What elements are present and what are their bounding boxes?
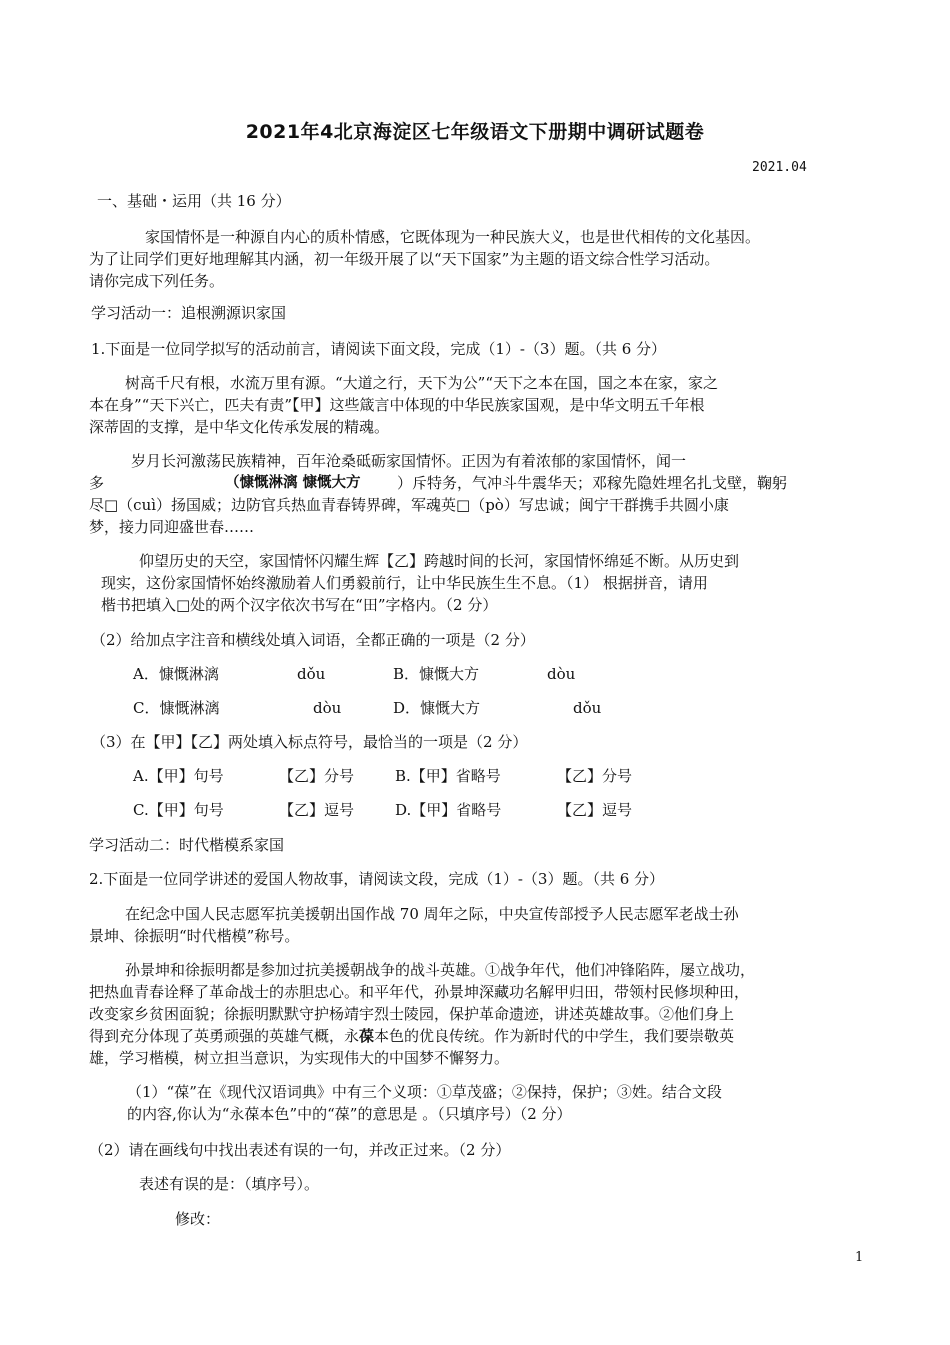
passage-4-line-2: 景坤、徐振明“时代楷模”称号。	[89, 927, 300, 945]
option-d-pinyin: dǒu	[573, 699, 602, 717]
dotted-character: 葆	[359, 1027, 375, 1045]
option-a-part-1: A.【甲】句号	[133, 767, 224, 785]
passage-5-line-4	[89, 1025, 734, 1047]
intro-line-2: 为了让同学们更好地理解其内涵，初一年级开展了以“天下国家”为主题的语文综合性学习活动。	[89, 250, 720, 268]
answer-prompt-revise: 修改：	[175, 1210, 221, 1228]
passage-2-line-2-start: 多	[89, 474, 105, 492]
activity-1-heading: 学习活动一：追根溯源识家国	[91, 304, 287, 322]
question-1-2: （2）给加点字注音和横线处填入词语，全都正确的一项是（2 分）	[91, 631, 535, 649]
passage-3-line-3: 楷书把填入□处的两个汉字依次书写在“田”字格内。（2 分）	[101, 596, 498, 614]
passage-2-line-3: 尽□（cuì）扬国威；边防官兵热血青春铸界碑，军魂英□（pò）写忠诚；闽宁干群携手共圆小康	[89, 496, 729, 514]
question-1-3: （3）在【甲】【乙】两处填入标点符号，最恰当的一项是（2 分）	[91, 733, 528, 751]
passage-5-line-3: 改变家乡贫困面貌；徐振明默默守护杨靖宇烈士陵园，保护革命遗迹，讲述英雄故事。②他们身上	[89, 1005, 735, 1023]
option-a-part-2: 【乙】分号	[279, 767, 355, 785]
passage-2-line-2-end: ）斥特务，气冲斗牛震华天；邓稼先隐姓埋名扎戈壁，鞠躬	[397, 474, 788, 492]
question-2-1-line-2: 的内容,你认为“永葆本色”中的“葆”的意思是 。（只填序号）（2 分）	[127, 1105, 572, 1123]
passage-5-line-4-end: 本色的优良传统。作为新时代的中学生，我们要崇敬英	[374, 1027, 735, 1045]
option-c-pinyin: dòu	[313, 699, 342, 717]
passage-1-line-1: 树高千尺有根，水流万里有源。“大道之行，天下为公”“天下之本在国，国之本在家，家之	[125, 374, 719, 392]
answer-prompt-error: 表述有误的是：（填序号）。	[139, 1175, 320, 1193]
question-2-stem: 2.下面是一位同学讲述的爱国人物故事，请阅读文段，完成（1）-（3）题。（共 6 分）	[89, 870, 665, 888]
exam-date: 2021.04	[752, 160, 807, 175]
intro-line-1: 家国情怀是一种源自内心的质朴情感，它既体现为一种民族大义，也是世代相传的文化基因。	[145, 228, 761, 246]
passage-2-line-4: 梦，接力同迎盛世春……	[89, 518, 255, 536]
passage-5-line-5: 雄，学习楷模，树立担当意识，为实现伟大的中国梦不懈努力。	[89, 1049, 510, 1067]
passage-1-line-2: 本在身”“天下兴亡，匹夫有责”【甲】这些箴言中体现的中华民族家国观，是中华文明五千年根	[89, 396, 705, 414]
option-b-pinyin: dòu	[547, 665, 576, 683]
option-d-text: D．慷慨大方	[393, 699, 481, 717]
passage-5-line-4-start: 得到充分体现了英勇顽强的英雄气概，永	[89, 1027, 360, 1045]
option-c-part-1: C.【甲】句号	[133, 801, 224, 819]
option-b-text: B．慷慨大方	[393, 665, 480, 683]
option-c-part-2: 【乙】逗号	[279, 801, 355, 819]
section-heading-1: 一、基础・运用（共 16 分）	[97, 192, 291, 210]
intro-line-3: 请你完成下列任务。	[89, 272, 225, 290]
page-title: 2021年4北京海淀区七年级语文下册期中调研试题卷	[245, 121, 705, 143]
passage-3-line-1: 仰望历史的天空，家国情怀闪耀生辉【乙】跨越时间的长河，家国情怀绵延不断。从历史到	[139, 552, 740, 570]
option-a-text: A．慷慨淋漓	[133, 665, 219, 683]
question-2-1-line-1: （1）“葆”在《现代汉语词典》中有三个义项：①草茂盛；②保持，保护；③姓。结合文段	[127, 1083, 722, 1101]
option-c-text: C．慷慨淋漓	[133, 699, 220, 717]
option-b-part-2: 【乙】分号	[557, 767, 633, 785]
passage-5-line-1: 孙景坤和徐振明都是参加过抗美援朝战争的战斗英雄。①战争年代，他们冲锋陷阵，屡立战功，	[125, 961, 756, 979]
question-1-stem: 1.下面是一位同学拟写的活动前言，请阅读下面文段，完成（1）-（3）题。（共 6 分）	[91, 340, 667, 358]
option-a-pinyin: dǒu	[297, 665, 326, 683]
passage-4-line-1: 在纪念中国人民志愿军抗美援朝出国作战 70 周年之际，中央宣传部授予人民志愿军老战士孙	[125, 905, 739, 923]
passage-3-line-2: 现实，这份家国情怀始终激励着人们勇毅前行，让中华民族生生不息。（1） 根据拼音，请用	[101, 574, 708, 592]
passage-5-line-2: 把热血青春诠释了革命战士的赤胆忠心。和平年代，孙景坤深藏功名解甲归田，带领村民修坝种田，	[89, 983, 750, 1001]
option-d-part-1: D.【甲】省略号	[395, 801, 502, 819]
page-number: 1	[855, 1250, 864, 1265]
activity-2-heading: 学习活动二：时代楷模系家国	[89, 836, 285, 854]
word-choice-options: （慷慨淋漓 慷慨大方	[225, 475, 361, 491]
question-2-2: （2）请在画线句中找出表述有误的一句，并改正过来。（2 分）	[89, 1141, 511, 1159]
passage-1-line-3: 深蒂固的支撑，是中华文化传承发展的精魂。	[89, 418, 390, 436]
passage-2-line-1: 岁月长河激荡民族精神，百年沧桑砥砺家国情怀。正因为有着浓郁的家国情怀，闻一	[131, 452, 687, 470]
option-b-part-1: B.【甲】省略号	[395, 767, 501, 785]
option-d-part-2: 【乙】逗号	[557, 801, 633, 819]
